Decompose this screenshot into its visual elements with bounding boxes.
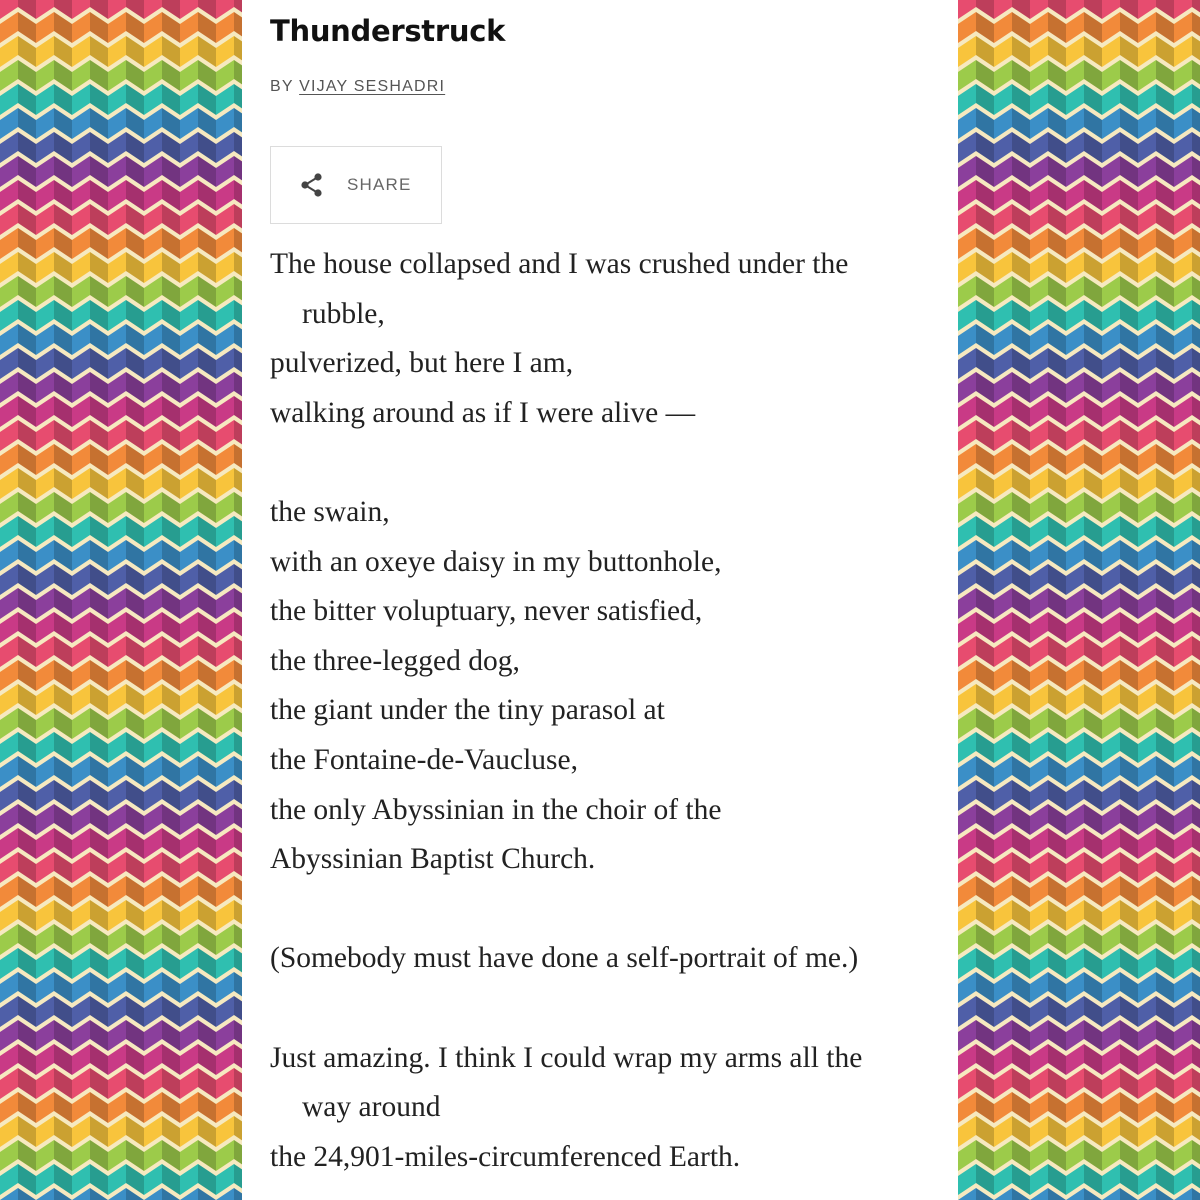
left-chevron-border xyxy=(0,0,242,1200)
poem-line: with an oxeye daisy in my buttonhole, xyxy=(270,545,722,578)
poem-line: (Somebody must have done a self-portrait of me.) xyxy=(270,942,859,975)
poem-body xyxy=(270,240,950,1182)
poem-line-continuation: way around xyxy=(302,1091,441,1124)
poem-line: pulverized, but here I am, xyxy=(270,347,574,380)
poem-page xyxy=(242,0,958,1200)
byline-prefix: BY xyxy=(270,78,294,95)
poem-line: walking around as if I were alive — xyxy=(270,396,696,429)
poem-line: Just amazing. I think I could wrap my arms all the xyxy=(270,1041,863,1074)
byline xyxy=(270,78,445,96)
poem-line: the bitter voluptuary, never satisfied, xyxy=(270,595,703,628)
poem-line: the giant under the tiny parasol at xyxy=(270,694,665,727)
stanza-break xyxy=(270,885,950,935)
poem-line-continuation: rubble, xyxy=(302,297,385,330)
poem-line: The house collapsed and I was crushed under the xyxy=(270,248,849,280)
poem-line: Abyssinian Baptist Church. xyxy=(270,843,596,876)
stanza-break xyxy=(270,438,950,488)
share-button[interactable] xyxy=(270,146,442,224)
poem-line: the only Abyssinian in the choir of the xyxy=(270,793,722,826)
stanza-break xyxy=(270,984,950,1034)
poem-line: the three-legged dog, xyxy=(270,644,520,677)
right-chevron-border xyxy=(958,0,1200,1200)
poem-line: the Fontaine-de-Vaucluse, xyxy=(270,743,579,776)
poem-line: the swain, xyxy=(270,495,390,528)
poem-line: the 24,901-miles-circumferenced Earth. xyxy=(270,1140,741,1173)
share-label: SHARE xyxy=(347,175,412,194)
poem-title: Thunderstruck xyxy=(270,14,506,48)
share-icon xyxy=(299,172,325,198)
author-link[interactable]: VIJAY SESHADRI xyxy=(299,78,446,95)
